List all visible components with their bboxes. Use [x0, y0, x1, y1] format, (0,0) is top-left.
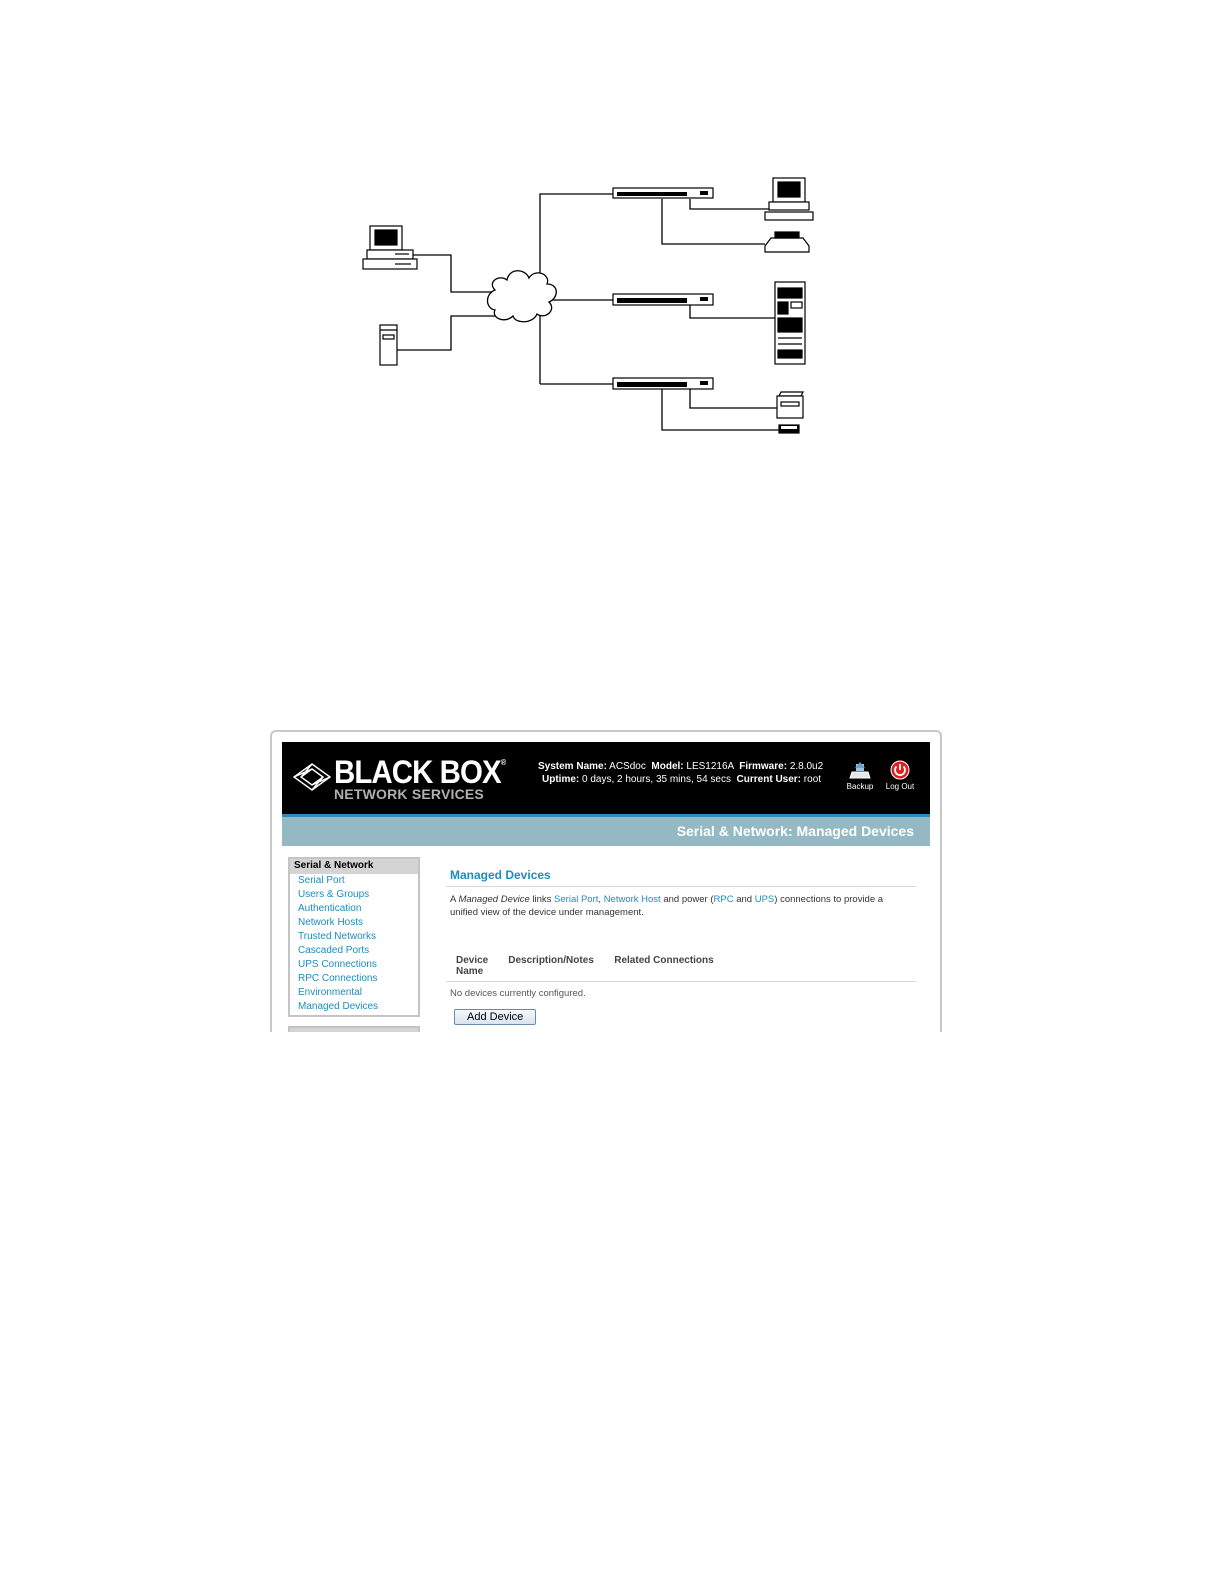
link-switch2-rack [690, 305, 775, 318]
sidebar-section-2-title [290, 1028, 418, 1032]
sidebar-item-authentication[interactable]: Authentication [298, 903, 362, 914]
model-label: Model: [651, 761, 684, 772]
sidebar-section-2 [288, 1026, 420, 1032]
devices-table [446, 951, 916, 982]
sidebar-item-ups-connections[interactable]: UPS Connections [298, 959, 377, 970]
serial-port-link[interactable]: Serial Port [554, 894, 599, 905]
logo-title: BLACK BOX® [334, 754, 506, 790]
link-switch3-small [662, 389, 779, 430]
link-workstation-cloud [413, 255, 495, 292]
link-switch1-pc [690, 199, 770, 209]
sidebar-item-trusted-networks[interactable]: Trusted Networks [298, 931, 376, 942]
header-device-name: Device Name [446, 951, 498, 982]
logout-button[interactable] [882, 760, 918, 791]
model-value: LES1216A [686, 761, 734, 772]
title-band [282, 814, 930, 846]
sidebar-item-users-groups[interactable]: Users & Groups [298, 889, 370, 900]
section-title: Managed Devices [446, 864, 916, 887]
logo-diamond-icon [292, 762, 332, 792]
firmware-label: Firmware: [739, 761, 788, 772]
console-server-1-icon [613, 188, 713, 198]
backup-button[interactable] [842, 760, 878, 791]
sidebar-item-environmental[interactable]: Environmental [298, 987, 362, 998]
storage-box-icon [777, 392, 803, 418]
main-content [446, 864, 916, 1025]
workstation-icon [363, 226, 417, 269]
app-header [282, 742, 930, 814]
ups-link[interactable]: UPS [754, 894, 775, 905]
header-description: Description/Notes [498, 951, 604, 982]
power-icon [890, 760, 910, 780]
server-rack-icon [775, 282, 805, 364]
network-host-link[interactable]: Network Host [603, 894, 661, 905]
logo [292, 754, 506, 802]
modem-icon [779, 425, 799, 433]
link-switch1-printer [662, 199, 765, 244]
desktop-pc-icon [765, 178, 813, 220]
link-server-cloud [395, 316, 495, 350]
printer-icon [765, 232, 809, 252]
console-server-2-icon [613, 294, 713, 305]
empty-message: No devices currently configured. [450, 988, 586, 999]
system-info [538, 760, 823, 786]
add-device-button[interactable]: Add Device [454, 1009, 536, 1025]
sidebar-item-serial-port[interactable]: Serial Port [298, 875, 345, 886]
console-server-3-icon [613, 378, 713, 389]
logout-label: Log Out [885, 782, 915, 791]
system-name-value: ACSdoc [609, 761, 646, 772]
screenshot-frame [270, 730, 942, 1032]
sidebar-item-cascaded-ports[interactable]: Cascaded Ports [298, 945, 370, 956]
network-diagram [355, 170, 825, 445]
firmware-value: 2.8.0u2 [789, 761, 824, 772]
header-related-connections: Related Connections [604, 951, 916, 982]
current-user-label: Current User: [736, 774, 802, 785]
link-switch3-box [690, 389, 777, 408]
current-user-value: root [803, 774, 822, 785]
intro-text: A Managed Device links Serial Port, Network Host and power (RPC and UPS) connections to provide a unified view of the device under management. [450, 894, 884, 918]
system-name-label: System Name: [538, 761, 607, 772]
sidebar-title: Serial & Network [290, 859, 418, 874]
cloud-icon [488, 271, 557, 322]
backup-icon [849, 760, 871, 780]
uptime-value: 0 days, 2 hours, 35 mins, 54 secs [582, 774, 731, 785]
logo-subtitle: NETWORK SERVICES [334, 786, 484, 802]
sidebar-item-managed-devices[interactable]: Managed Devices [298, 1001, 379, 1012]
uptime-label: Uptime: [542, 774, 580, 785]
sidebar-item-rpc-connections[interactable]: RPC Connections [298, 973, 378, 984]
rpc-link[interactable]: RPC [713, 894, 734, 905]
sidebar-item-network-hosts[interactable]: Network Hosts [298, 917, 364, 928]
server-tower-icon [380, 325, 397, 365]
page-title: Serial & Network: Managed Devices [676, 823, 914, 839]
sidebar [288, 857, 420, 1017]
backup-label: Backup [846, 782, 874, 791]
